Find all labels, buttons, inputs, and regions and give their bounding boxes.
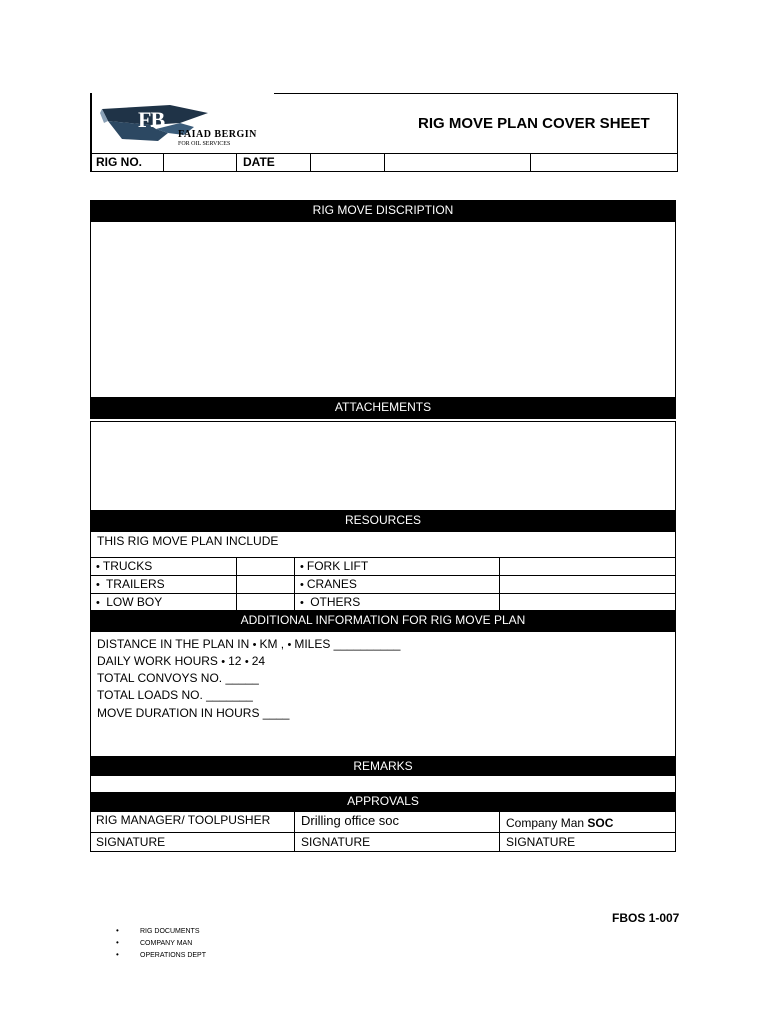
- bullet-icon: •: [116, 926, 119, 935]
- distribution-item: • COMPANY MAN: [116, 938, 193, 947]
- signature-company-man[interactable]: SIGNATURE: [506, 835, 576, 849]
- additional-header: ADDITIONAL INFORMATION FOR RIG MOVE PLAN: [90, 610, 676, 632]
- resource-low-boy[interactable]: • LOW BOY: [96, 595, 162, 609]
- resource-cranes[interactable]: • CRANES: [300, 577, 357, 591]
- distribution-item: • OPERATIONS DEPT: [116, 950, 206, 959]
- move-duration-line[interactable]: MOVE DURATION IN HOURS ____: [97, 706, 290, 720]
- header-field-4[interactable]: [531, 154, 677, 171]
- form-code: FBOS 1-007: [612, 911, 680, 925]
- resources-intro-row: [90, 532, 676, 558]
- page-title: RIG MOVE PLAN COVER SHEET: [418, 115, 650, 132]
- description-header: RIG MOVE DISCRIPTION: [90, 200, 676, 222]
- approval-role-rig-manager: RIG MANAGER/ TOOLPUSHER: [96, 813, 271, 827]
- resources-intro: THIS RIG MOVE PLAN INCLUDE: [97, 534, 279, 548]
- bullet-icon: •: [116, 938, 119, 947]
- description-area[interactable]: [90, 222, 676, 398]
- approval-role-drilling-office: Drilling office soc: [301, 813, 400, 828]
- resource-fork-lift[interactable]: • FORK LIFT: [300, 559, 368, 573]
- signature-drilling-office[interactable]: SIGNATURE: [301, 835, 371, 849]
- date-field[interactable]: [311, 154, 384, 171]
- rig-no-field[interactable]: [164, 154, 236, 171]
- header-box: [90, 93, 678, 172]
- remarks-area[interactable]: [90, 776, 676, 793]
- approval-role-company-man: Company Man SOC: [506, 816, 614, 830]
- signature-rig-manager[interactable]: SIGNATURE: [96, 835, 166, 849]
- resources-header: RESOURCES: [90, 510, 676, 532]
- logo-tagline: FOR OIL SERVICES: [178, 141, 231, 147]
- attachments-header: ATTACHEMENTS: [90, 397, 676, 419]
- company-logo: [98, 99, 278, 151]
- total-convoys-line[interactable]: TOTAL CONVOYS NO. _____: [97, 671, 259, 685]
- date-label: DATE: [243, 155, 275, 169]
- resources-grid: [90, 557, 676, 612]
- logo-company-name: FAIAD BERGIN: [178, 129, 257, 140]
- header-field-3[interactable]: [385, 154, 530, 171]
- total-loads-line[interactable]: TOTAL LOADS NO. _______: [97, 688, 253, 702]
- approvals-grid: [90, 811, 676, 852]
- resource-others[interactable]: • OTHERS: [300, 595, 360, 609]
- distribution-list: [116, 926, 316, 966]
- distribution-item: • RIG DOCUMENTS: [116, 926, 200, 935]
- distance-line[interactable]: DISTANCE IN THE PLAN IN • KM , • MILES __________: [97, 637, 400, 651]
- logo-initials: FB: [138, 107, 165, 132]
- rig-no-label: RIG NO.: [96, 155, 143, 169]
- daily-hours-line[interactable]: DAILY WORK HOURS • 12 • 24: [97, 654, 265, 668]
- bullet-icon: •: [116, 950, 119, 959]
- resource-trailers[interactable]: • TRAILERS: [96, 577, 165, 591]
- remarks-header: REMARKS: [90, 756, 676, 776]
- resource-trucks[interactable]: • TRUCKS: [96, 559, 152, 573]
- attachments-area[interactable]: [90, 421, 676, 513]
- approvals-header: APPROVALS: [90, 792, 676, 812]
- additional-area: [90, 632, 676, 758]
